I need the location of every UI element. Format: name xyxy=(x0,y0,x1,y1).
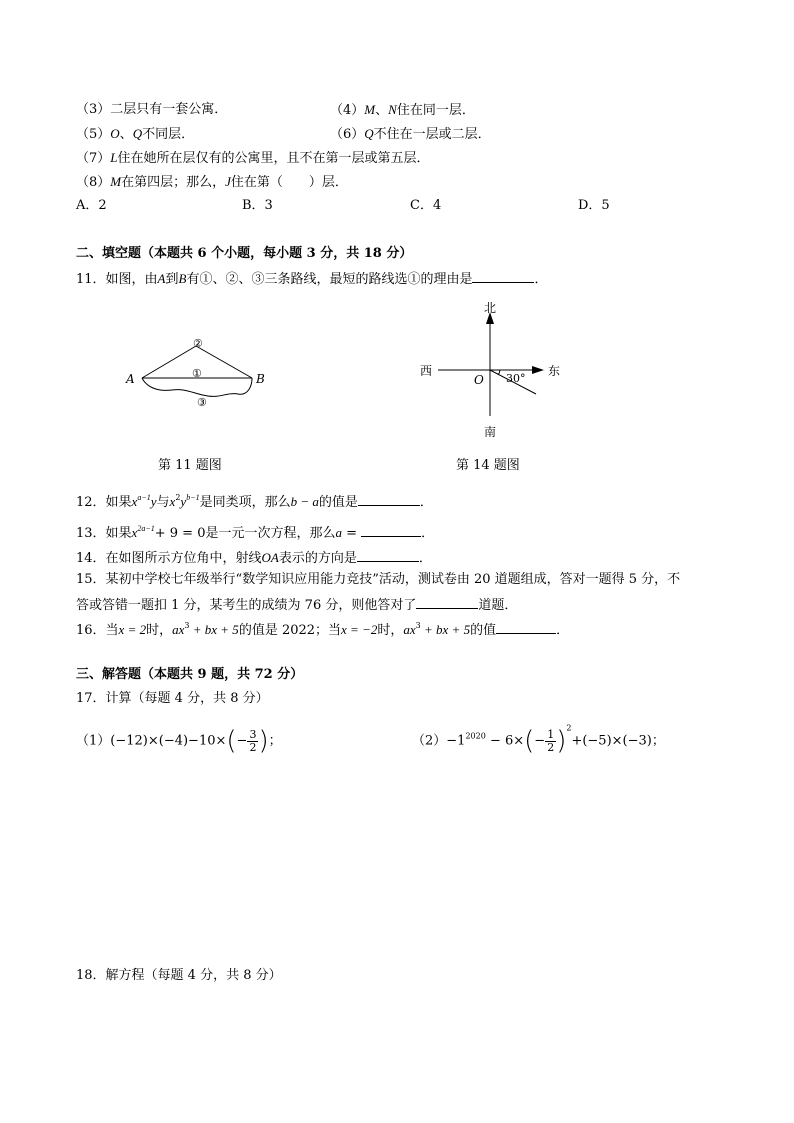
q10-option-b: B．3 xyxy=(242,198,273,213)
q10-statement-5: （5）O、Q不同层． xyxy=(76,126,195,142)
fraction-3-2: $\frac{3}{2}$ xyxy=(249,727,257,754)
q15-line-2: 答或答错一题扣 1 分，某考生的成绩为 76 分，则他答对了 道题． xyxy=(76,598,518,613)
north-label: 北 xyxy=(484,301,497,315)
origin-label: O xyxy=(474,373,484,387)
figure-14-caption: 第 14 题图 xyxy=(456,458,520,473)
q10-option-c: C．4 xyxy=(410,198,442,213)
route-3-curve xyxy=(142,378,252,396)
q12-text: 12．如果$x^{a-1}y$与$x^2y^{b-1}$是同类项，那么b − a的值是 ． xyxy=(76,493,433,510)
east-label: 东 xyxy=(548,364,561,378)
q10-option-d: D．5 xyxy=(578,198,610,213)
figure-14 xyxy=(414,296,574,446)
q17-title: 17．计算（每题 4 分，共 8 分） xyxy=(76,691,269,706)
answer-blank[interactable] xyxy=(496,621,556,634)
q17-part-1: （1）(−12)×(−4)−10×(− $\frac{3}{2}$ )； xyxy=(76,726,282,756)
figure-11-caption: 第 11 题图 xyxy=(158,458,222,473)
q18-title: 18．解方程（每题 4 分，共 8 分） xyxy=(76,968,282,983)
q14-text: 14．在如图所示方位角中，射线OA表示的方向是 ． xyxy=(76,550,432,566)
route-2-line-left xyxy=(142,346,196,378)
label-b: B xyxy=(256,372,265,386)
q16-text: 16．当x = 2时，$ax^3$ + bx + 5的值是 2022；当x = −2时，$ax^3$ + bx + 5的值 ． xyxy=(76,621,570,638)
q15-line-1: 15．某初中学校七年级举行“数学知识应用能力竞技”活动，测试卷由 20 道题组成，答对一题得 5 分，不 xyxy=(76,572,681,587)
q10-statement-4: （4）M、N住在同一层． xyxy=(330,102,475,118)
q10-statement-8: （8）M在第四层；那么，J住在第（ ）层． xyxy=(76,174,348,190)
q10-statement-3: （3）二层只有一套公寓． xyxy=(76,102,228,117)
figure-11 xyxy=(120,330,280,410)
answer-blank[interactable] xyxy=(416,596,478,609)
q13-text: 13．如果$x^{2a-1}+ 9 = 0$是一元一次方程，那么a = ． xyxy=(76,524,435,541)
route-1-label: ① xyxy=(192,367,202,380)
answer-blank[interactable] xyxy=(361,524,421,537)
fraction-1-2: $\frac{1}{2}$ xyxy=(547,727,555,754)
q11-text: 11．如图，由A到B有①、②、③三条路线，最短的路线选①的理由是 ． xyxy=(76,271,548,287)
south-label: 南 xyxy=(484,425,497,439)
q10-statement-6: （6）Q不住在一层或二层． xyxy=(330,126,491,142)
angle-label: 30° xyxy=(506,372,526,385)
q17-part-2: $(2)-1^{2020} - 6\times(-$ $\frac{1}{2}$ )$^2$+(−5)×(−3)； xyxy=(412,723,665,756)
route-3-label: ③ xyxy=(197,396,207,409)
answer-blank[interactable] xyxy=(472,270,534,283)
west-label: 西 xyxy=(420,364,433,378)
label-a: A xyxy=(126,372,135,386)
angle-arc xyxy=(498,370,500,375)
answer-blank[interactable] xyxy=(358,493,420,506)
route-2-label: ② xyxy=(193,337,203,350)
answer-blank[interactable] xyxy=(357,549,419,562)
q10-statement-7: （7）L住在她所在层仅有的公寓里，且不在第一层或第五层． xyxy=(76,150,430,166)
route-2-line-right xyxy=(196,346,252,378)
q10-option-a: A．2 xyxy=(76,198,107,213)
east-arrow-head xyxy=(532,366,544,374)
section-3-title: 三、解答题（本题共 9 题，共 72 分） xyxy=(76,667,304,682)
section-2-title: 二、填空题（本题共 6 个小题，每小题 3 分，共 18 分） xyxy=(76,246,413,261)
